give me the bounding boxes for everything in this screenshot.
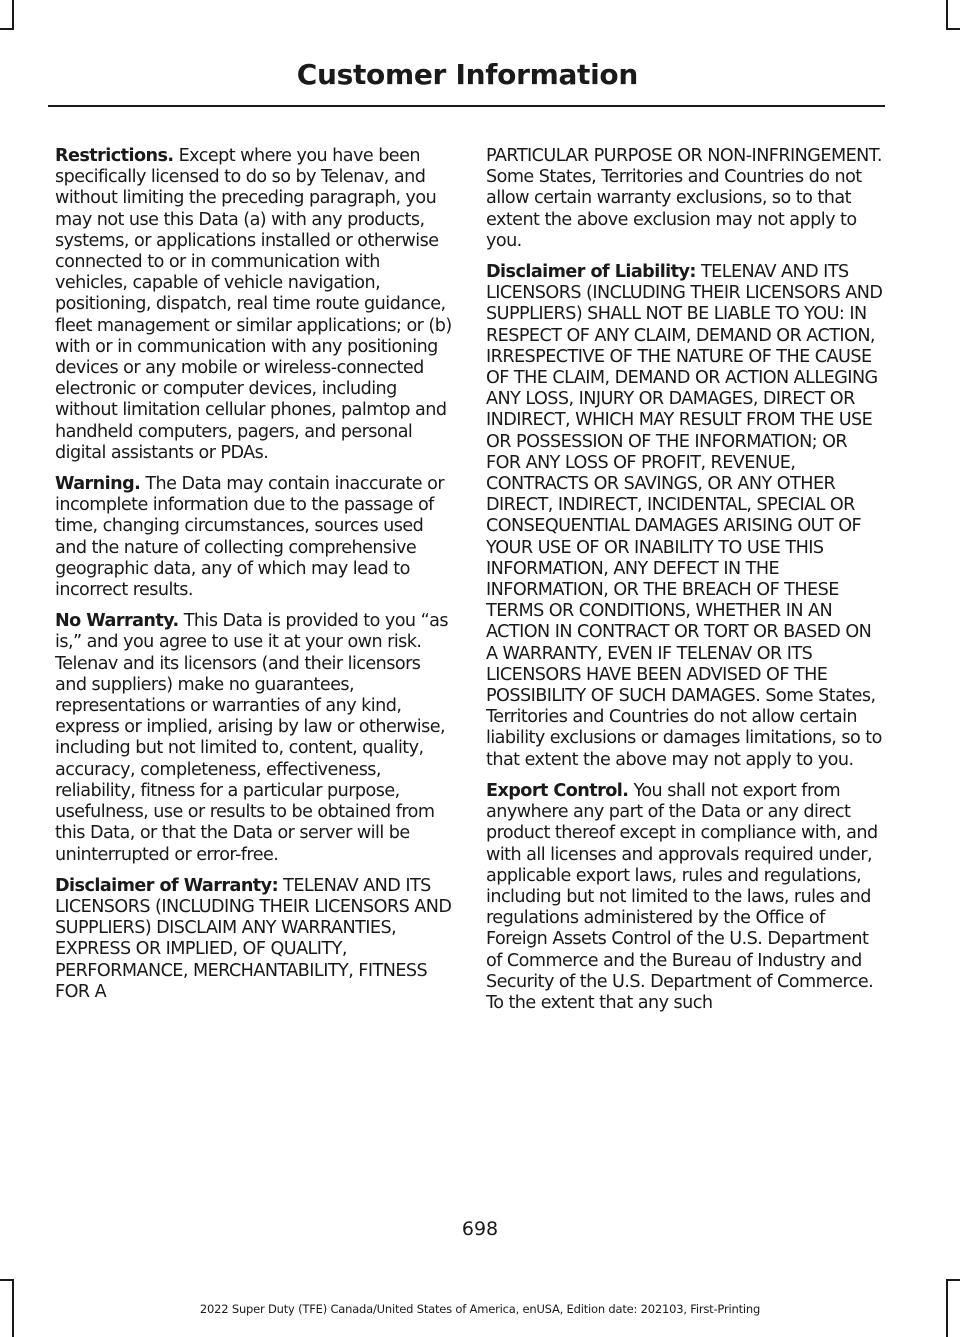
crop-mark-top-left-horizontal <box>0 28 14 30</box>
paragraph-warning <box>55 474 453 601</box>
paragraph-text: The Data may contain inaccurate or incomplete information due to the passage of time, changing circumstances, sources used and the nature of collecting comprehensive geographic data, any of which may lead to incorrect results. <box>55 474 445 601</box>
crop-mark-top-right-vertical <box>946 0 948 30</box>
paragraph-text: TELENAV AND ITS LICENSORS (INCLUDING THEIR LICENSORS AND SUPPLIERS) DISCLAIM ANY WARRANTIES, EXPRESS OR IMPLIED, OF QUALITY, PERFORMANCE, MERCHANTABILITY, FITNESS FOR A <box>55 875 452 1002</box>
footer-edition-info: 2022 Super Duty (TFE) Canada/United States of America, enUSA, Edition date: 202103, First-Printing <box>199 1302 761 1316</box>
paragraph-continued <box>486 146 884 252</box>
paragraph-heading: Disclaimer of Warranty: <box>55 875 279 896</box>
paragraph-heading: Disclaimer of Liability: <box>486 262 696 283</box>
page-title: Customer Information <box>296 58 638 91</box>
paragraph-disclaimer-of-liability <box>486 262 884 771</box>
paragraph-text: This Data is provided to you “as is,” and you agree to use it at your own risk. Telenav and its licensors (and their licensors and suppliers) make no guarantees, representations or warranties of any kind, express or implied, arising by law or otherwise, including but not limited to, content, quality, accuracy, completeness, effectiveness, reliability, fitness for a particular purpose, usefulness, use or results to be obtained from this Data, or that the Data or server will be uninterrupted or error-free. <box>55 611 448 865</box>
paragraph-text: PARTICULAR PURPOSE OR NON-INFRINGEMENT. Some States, Territories and Countries do not allow certain warranty exclusions, so to that extent the above exclusion may not apply to you. <box>486 146 882 251</box>
paragraph-restrictions <box>55 146 453 464</box>
paragraph-heading: Restrictions. <box>55 146 174 166</box>
page-number: 698 <box>461 1218 499 1240</box>
crop-mark-bottom-right-horizontal <box>946 1279 960 1281</box>
crop-mark-bottom-left-horizontal <box>0 1279 14 1281</box>
paragraph-no-warranty <box>55 611 453 865</box>
paragraph-heading: No Warranty. <box>55 611 179 632</box>
crop-mark-top-right-horizontal <box>946 28 960 30</box>
paragraph-text: Except where you have been specifically licensed to do so by Telenav, and without limiting the preceding paragraph, you may not use this Data (a) with any products, systems, or applications installed or otherwise connected to or in communication with vehicles, capable of vehicle navigation, positioning, dispatch, real time route guidance, fleet management or similar applications; or (b) with or in communication with any positioning devices or any mobile or wireless-connected electronic or computer devices, including without limitation cellular phones, palmtop and handheld computers, pagers, and personal digital assistants or PDAs. <box>55 146 452 463</box>
crop-mark-top-left-vertical <box>12 0 14 30</box>
header-divider <box>48 105 885 107</box>
paragraph-text: You shall not export from anywhere any part of the Data or any direct product thereof except in compliance with, and with all licenses and approvals required under, applicable export laws, rules and regulations, including but not limited to the laws, rules and regulations administered by the Office of Foreign Assets Control of the U.S. Department of Commerce and the Bureau of Industry and Security of the U.S. Department of Commerce. To the extent that any such <box>486 780 878 1013</box>
paragraph-disclaimer-of-warranty <box>55 876 453 1003</box>
paragraph-export-control <box>486 781 884 1014</box>
paragraph-heading: Warning. <box>55 474 141 495</box>
right-column <box>486 146 884 1024</box>
left-column <box>55 146 453 1013</box>
paragraph-heading: Export Control. <box>486 780 629 801</box>
paragraph-text: TELENAV AND ITS LICENSORS (INCLUDING THEIR LICENSORS AND SUPPLIERS) SHALL NOT BE LIABLE TO YOU: IN RESPECT OF ANY CLAIM, DEMAND OR ACTION, IRRESPECTIVE OF THE NATURE OF THE CAUSE OF THE CLAIM, DEMAND OR ACTION ALLEGING ANY LOSS, INJURY OR DAMAGES, DIRECT OR INDIRECT, WHICH MAY RESULT FROM THE USE OR POSSESSION OF THE INFORMATION; OR FOR ANY LOSS OF PROFIT, REVENUE, CONTRACTS OR SAVINGS, OR ANY OTHER DIRECT, INDIRECT, INCIDENTAL, SPECIAL OR CONSEQUENTIAL DAMAGES ARISING OUT OF YOUR USE OF OR INABILITY TO USE THIS INFORMATION, ANY DEFECT IN THE INFORMATION, OR THE BREACH OF THESE TERMS OR CONDITIONS, WHETHER IN AN ACTION IN CONTRACT OR TORT OR BASED ON A WARRANTY, EVEN IF TELENAV OR ITS LICENSORS HAVE BEEN ADVISED OF THE POSSIBILITY OF SUCH DAMAGES. Some States, Territories and Countries do not allow certain liability exclusions or damages limitations, so to that extent the above may not apply to you. <box>486 262 883 770</box>
